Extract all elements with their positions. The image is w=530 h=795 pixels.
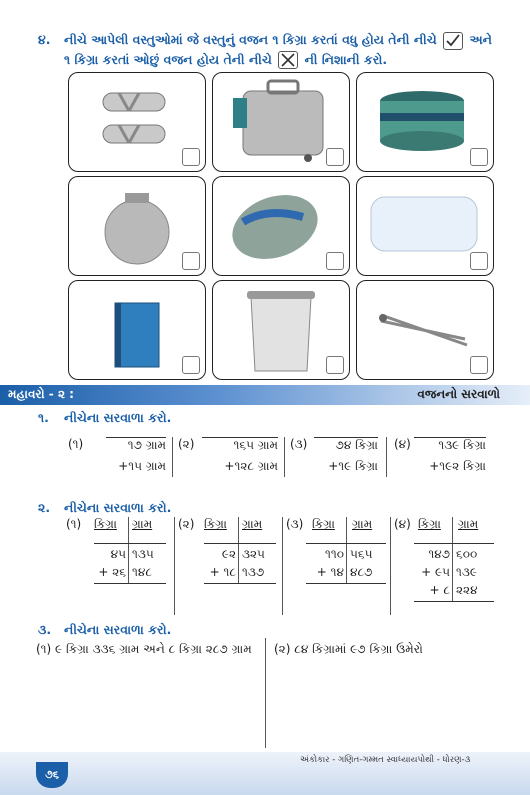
section-1-problems: [68, 437, 498, 481]
answer-checkbox[interactable]: [182, 148, 200, 166]
g-header: ગ્રામ: [132, 517, 153, 531]
s2-problem-1: (૧): [66, 517, 82, 531]
s3-problem-2: (૨) ૮૪ કિગ્રામાં ૯૭ કિગ્રા ઉમેરો: [274, 642, 423, 656]
answer-checkbox[interactable]: [470, 148, 488, 166]
s1-operand-a: ૭૪ કિગ્રા: [314, 437, 378, 453]
kg-header: કિગ્રા: [94, 517, 117, 531]
answer-checkbox[interactable]: [182, 356, 200, 374]
s1-operand-a: ૧૬૫ ગ્રામ: [202, 437, 278, 453]
item-cell-pot: [68, 176, 206, 276]
s1-problem-2: (૨): [178, 437, 195, 451]
s1-operand-a: ૧૭ ગ્રામ: [106, 437, 166, 453]
item-cell-nutcracker: [356, 280, 494, 380]
item-cell-lunchbox: [356, 72, 494, 172]
s3-problem-1: (૧) ૯ કિગ્રા ૩૩૬ ગ્રામ અને ૮ કિગ્રા ૨૮૭ ગ્રામ: [36, 642, 252, 656]
tick-symbol-icon: [443, 32, 463, 50]
answer-checkbox[interactable]: [182, 252, 200, 270]
answer-checkbox[interactable]: [326, 148, 344, 166]
page-number: ૭૬: [36, 762, 68, 788]
s2-problem-2: (૨): [178, 517, 195, 531]
s1-operand-b: +૧૯૨ કિગ્રા: [429, 459, 486, 473]
s1-problem-1: (૧): [68, 437, 84, 451]
answer-checkbox[interactable]: [326, 252, 344, 270]
answer-checkbox[interactable]: [470, 252, 488, 270]
answer-checkbox[interactable]: [326, 356, 344, 374]
s1-problem-4: (૪): [394, 437, 411, 451]
answer-checkbox[interactable]: [470, 356, 488, 374]
cross-symbol-icon: [278, 51, 298, 69]
footer-text: અંકોકાર - ગણિત-ગમ્મત સ્વાધ્યાયપોથી - ધોરણ-૩: [300, 755, 471, 765]
question-4-heading: ૪. નીચે આપેલી વસ્તુઓમાં જે વસ્તુનું વજન ૧ કિગ્રા કરતાં વધુ હોય તેની નીચે અને ૧ કિગ્રા કરતાં ઓછું વજન હોય તેની નીચે ની નિશાની કરો.: [38, 30, 508, 69]
item-cell-ball: [212, 176, 350, 276]
s1-operand-b: +૧૯ કિગ્રા: [328, 459, 378, 473]
item-cell-pillow: [356, 176, 494, 276]
s1-operand-b: +૧૨૮ ગ્રામ: [224, 459, 278, 473]
s2-problem-4: (૪): [394, 517, 411, 531]
section-1-heading: ૧. નીચેના સરવાળા કરો.: [38, 410, 172, 425]
item-grid: [68, 72, 494, 380]
section-3-heading: ૩. નીચેના સરવાળા કરો.: [38, 622, 172, 637]
s1-operand-a: ૧૩૯ કિગ્રા: [414, 437, 486, 453]
section-2-problems: (૧) કિગ્રા ગ્રામ ૪૫ ૧૩૫ + ૨૬ ૧૪૮ (૨) કિગ્રા ગ્રામ ૯૨ ૩૨૫ + ૧૮ ૧૩૭ (૩) કિગ્રા ગ્રામ ૧૧૦ ૫૬૫ + ૧૪ ૪૮૭ (૪) કિગ્રા ગ્રામ ૧૪૭ ૬૦૦ + ૯૫ ૧૩૯ + ૮ ૨૨૪: [66, 517, 506, 617]
item-cell-book: [68, 280, 206, 380]
item-cell-slippers: [68, 72, 206, 172]
practice-topic: વજનનો સરવાળો: [417, 387, 500, 401]
s2-problem-3: (૩): [286, 517, 304, 531]
item-cell-dustbin: [212, 280, 350, 380]
s1-problem-3: (૩): [290, 437, 308, 451]
s1-operand-b: +૧૫ ગ્રામ: [118, 459, 166, 473]
item-cell-suitcase: [212, 72, 350, 172]
practice-label: મહાવરો - ૨ :: [8, 387, 74, 401]
practice-band: [0, 385, 530, 405]
section-2-heading: ૨. નીચેના સરવાળા કરો.: [38, 500, 172, 515]
question-number: ૪.: [38, 32, 51, 47]
